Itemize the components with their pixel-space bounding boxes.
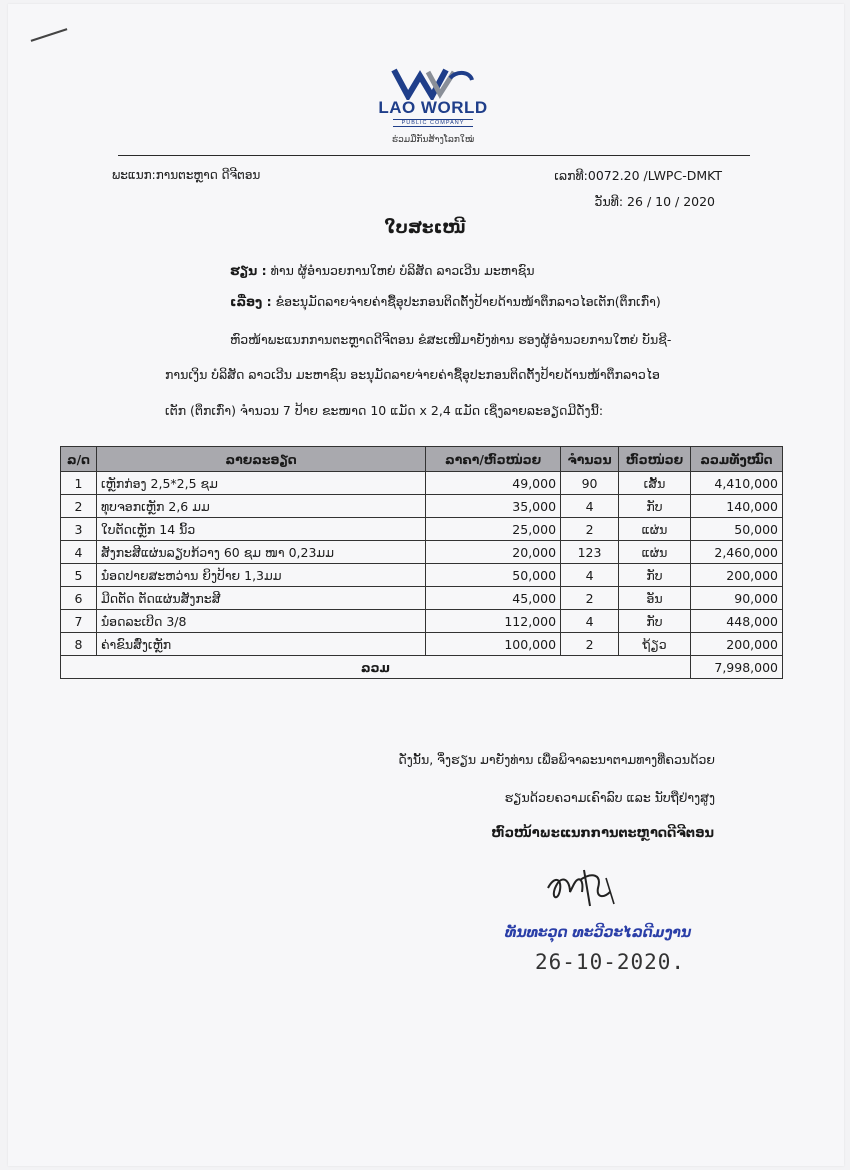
subject-label: ເລື່ອງ :	[230, 294, 272, 309]
subject-text: ຂໍອະນຸມັດລາຍຈ່າຍຄ່າຊື້ອຸປະກອນຕິດຕັ້ງປ້າຍດ້ານໜ້າຕຶກລາວໄອເຕັກ(ຕຶກເກົ່າ)	[275, 294, 661, 309]
table-header-row	[61, 447, 783, 472]
row-quantity: 4	[561, 610, 619, 633]
row-description: ມີດຕັດ ຕັດແຜ່ນສັງກະສີ	[96, 587, 425, 610]
row-description: ສັງກະສີແຜ່ນລຽບກ້ວາງ 60 ຊມ ໜາ 0,23ມມ	[96, 541, 425, 564]
table-row	[61, 495, 783, 518]
row-quantity: 2	[561, 587, 619, 610]
items-table	[60, 446, 783, 679]
row-total: 50,000	[691, 518, 783, 541]
row-number: 3	[61, 518, 97, 541]
table-row	[61, 472, 783, 495]
table-row	[61, 541, 783, 564]
company-subtitle: PUBLIC COMPANY	[393, 119, 473, 127]
row-total: 4,410,000	[691, 472, 783, 495]
row-unit-price: 49,000	[426, 472, 561, 495]
row-total: 2,460,000	[691, 541, 783, 564]
closing-line: ດັ່ງນັ້ນ, ຈຶ່ງຮຽນ ມາຍັງທ່ານ ເພື່ອພິຈາລະນາຕາມທາງທີ່ຄວນດ້ວຍ	[398, 752, 715, 767]
row-unit-price: 35,000	[426, 495, 561, 518]
row-number: 2	[61, 495, 97, 518]
header-divider	[118, 155, 750, 156]
grand-total: 7,998,000	[691, 656, 783, 679]
row-total: 448,000	[691, 610, 783, 633]
table-row	[61, 518, 783, 541]
closing-line: ຮຽນດ້ວຍຄວາມເຄົາລົບ ແລະ ນັບຖືຢ່າງສູງ	[504, 790, 715, 805]
row-unit: ເສັ້ນ	[619, 472, 691, 495]
row-description: ເຫຼັກກ່ອງ 2,5*2,5 ຊມ	[96, 472, 425, 495]
recipient-label: ຮຽນ :	[230, 263, 267, 278]
handwritten-signature	[540, 858, 630, 922]
row-description: ຄ່າຂົນສົ່ງເຫຼັກ	[96, 633, 425, 656]
row-unit-price: 112,000	[426, 610, 561, 633]
signer-name: ທັນທະວຸດ ທະວີວະໄລດີມງານ	[505, 925, 692, 941]
table-row	[61, 564, 783, 587]
row-unit-price: 20,000	[426, 541, 561, 564]
row-unit: ແຜ່ນ	[619, 518, 691, 541]
document-date: ວັນທີ: 26 / 10 / 2020	[594, 194, 715, 209]
body-line: ການເງິນ ບໍລິສັດ ລາວເວີນ ມະຫາຊົນ ອະນຸມັດລາຍຈ່າຍຄ່າຊື້ອຸປະກອນຕິດຕັ້ງປ້າຍດ້ານໜ້າຕຶກລາວໄອ	[165, 367, 660, 382]
body-line: ຫົວໜ້າພະແນກການຕະຫຼາດດີຈີຕອນ ຂໍສະເໜີມາຍັງທ່ານ ຮອງຜູ້ອຳນວຍການໃຫຍ່ ບັນຊີ-	[230, 332, 672, 347]
row-unit: ກັບ	[619, 495, 691, 518]
row-unit-price: 50,000	[426, 564, 561, 587]
column-header: ຈຳນວນ	[561, 447, 619, 472]
row-quantity: 2	[561, 518, 619, 541]
pen-mark	[31, 28, 68, 42]
row-unit-price: 100,000	[426, 633, 561, 656]
row-total: 200,000	[691, 633, 783, 656]
department-label: ພະແນກ:ການຕະຫຼາດ ດີຈີຕອນ	[112, 168, 261, 182]
recipient-line	[230, 263, 535, 278]
reference-number: ເລກທີ:0072.20 /LWPC-DMKT	[554, 168, 722, 183]
row-quantity: 4	[561, 564, 619, 587]
row-description: ທຸບຈອກເຫຼັກ 2,6 ມມ	[96, 495, 425, 518]
recipient-text: ທ່ານ ຜູ້ອຳນວຍການໃຫຍ່ ບໍລິສັດ ລາວເວີນ ມະຫາຊົນ	[270, 263, 535, 278]
row-quantity: 4	[561, 495, 619, 518]
row-quantity: 90	[561, 472, 619, 495]
company-name: LAO WORLD	[378, 98, 488, 117]
row-quantity: 123	[561, 541, 619, 564]
row-unit: ແຜ່ນ	[619, 541, 691, 564]
row-unit: ກັບ	[619, 610, 691, 633]
column-header: ລວມທັງໝົດ	[691, 447, 783, 472]
row-number: 5	[61, 564, 97, 587]
table-row	[61, 610, 783, 633]
table-row	[61, 633, 783, 656]
row-unit-price: 45,000	[426, 587, 561, 610]
row-description: ນ໋ອດລະເບີດ 3/8	[96, 610, 425, 633]
company-logo	[363, 66, 503, 145]
company-slogan: ຮ່ວມມືກັນສ້າງໂລກໃໝ່	[391, 135, 475, 145]
row-unit: ອັນ	[619, 587, 691, 610]
row-number: 8	[61, 633, 97, 656]
row-number: 4	[61, 541, 97, 564]
signature-title: ຫົວໜ້າພະແນກການຕະຫຼາດດີຈີຕອນ	[491, 826, 714, 841]
row-number: 6	[61, 587, 97, 610]
row-total: 200,000	[691, 564, 783, 587]
page-title: ໃບສະເໜີ	[384, 218, 466, 238]
column-header: ລາຍລະອຽດ	[96, 447, 425, 472]
handwritten-date: 26-10-2020.	[535, 950, 686, 974]
row-quantity: 2	[561, 633, 619, 656]
row-number: 7	[61, 610, 97, 633]
row-number: 1	[61, 472, 97, 495]
row-description: ໃບຕັດເຫຼັກ 14 ນິ້ວ	[96, 518, 425, 541]
row-total: 90,000	[691, 587, 783, 610]
row-unit: ກັບ	[619, 564, 691, 587]
total-label: ລວມ	[61, 656, 691, 679]
column-header: ຫົວໜ່ວຍ	[619, 447, 691, 472]
body-line: ເຕັກ (ຕຶກເກົ່າ) ຈຳນວນ 7 ປ້າຍ ຂະໜາດ 10 ແມັດ x 2,4 ແມັດ ເຊິ່ງລາຍລະອຽດມີດັ່ງນີ້:	[165, 403, 604, 418]
row-total: 140,000	[691, 495, 783, 518]
row-unit-price: 25,000	[426, 518, 561, 541]
column-header: ລາຄາ/ຫົວໜ່ວຍ	[426, 447, 561, 472]
row-unit: ຖ້ຽວ	[619, 633, 691, 656]
table-row	[61, 587, 783, 610]
column-header: ລ/ດ	[61, 447, 97, 472]
row-description: ນ໋ອດປາຍສະຫວ່ານ ຍິງປ້າຍ 1,3ມມ	[96, 564, 425, 587]
table-total-row	[61, 656, 783, 679]
subject-line	[230, 294, 661, 309]
lao-world-logo-icon	[388, 66, 478, 100]
